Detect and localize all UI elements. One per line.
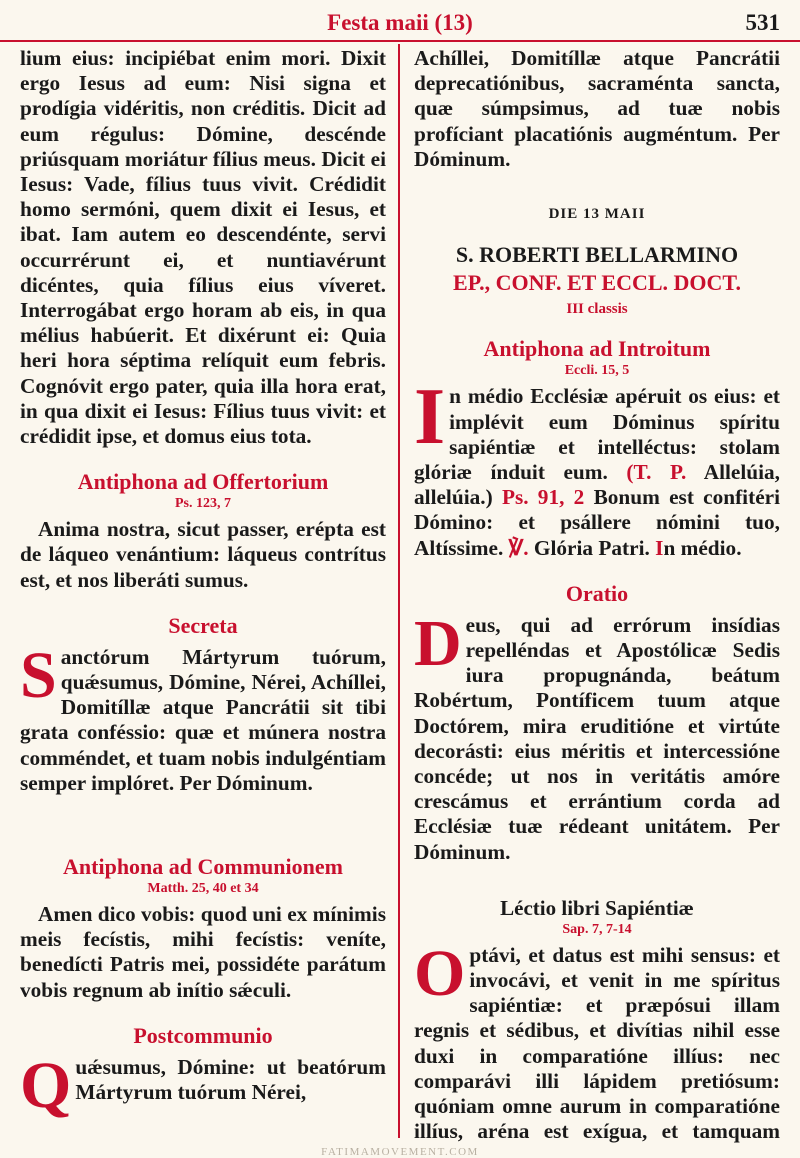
- versicle-icon: ℣.: [508, 535, 529, 560]
- feast-date: DIE 13 MAII: [548, 206, 646, 223]
- introit-antiphon: n médio Ecclésiæ apéruit os eius: et implévit eum Dóminus spíritu sapiéntiæ et intelléctus: stolam glóriæ índuit eum.: [414, 384, 780, 485]
- left-column: [20, 46, 386, 1146]
- communion-reference: Matth. 25, 40 et 34: [147, 881, 259, 897]
- oratio-heading: Oratio: [565, 580, 629, 606]
- drop-cap-i: I: [414, 373, 446, 462]
- postcommunio-body: uǽsumus, Dómine: ut beatórum Mártyrum tuórum Nérei,: [75, 1054, 386, 1105]
- offertory-text: Anima nostra, sicut passer, erépta est de láqueo venántium: láqueus contrítus est, et nos liberáti sumus.: [20, 517, 386, 592]
- drop-cap-o: O: [414, 936, 466, 1010]
- introit-heading: Antiphona ad Introitum: [483, 336, 711, 362]
- lectio-reference: Sap. 7, 7-14: [562, 921, 632, 937]
- lectio-text: [414, 936, 780, 1146]
- repeat-text: n médio.: [663, 535, 742, 560]
- right-column: [414, 46, 780, 1146]
- paschal-time-marker: (T. P.: [626, 460, 687, 485]
- gospel-continuation: lium eius: incipiébat enim mori. Dixit ergo Iesus ad eum: Nisi signa et prodígia vidéritis, non créditis. Dicit ad eum régulus: Dómine, descénde priúsquam moriátur fílius meus. Dicit ei Iesus: Vade, fílius tuus vivit. Crédidit homo sermóni, quem dixit ei Iesus, et ibat. Iam autem eo descendénte, servi occurrérunt ei, et nuntiavérunt dicéntes, quia fílius eius víveret. Interrogábat ergo horam ab eis, in qua mélius habúerit. Et dixérunt ei: Quia heri hora séptima relíquit eum febris. Cognóvit ergo pater, quia illa hora erat, in qua dixit ei Iesus: Fílius tuus vivit: et crédidit ipse, et domus eius tota.: [20, 46, 386, 449]
- secreta-heading: Secreta: [168, 612, 238, 638]
- drop-cap-q: Q: [20, 1048, 72, 1122]
- communion-text: Amen dico vobis: quod uni ex mínimis meis fecístis, mihi fecístis: veníte, benedícti Patris mei, possidéte parátum vobis regnum ab inítio sǽculi.: [20, 902, 386, 1002]
- gloria-patri: Glória Patri.: [533, 535, 650, 560]
- oratio-body: eus, qui ad errórum insídias repelléndas et Apostólicæ Sedis iura propugnánda, beátum Robértum, Pontíficem tuum atque Doctórem, mira eruditióne et virtúte decorásti: eius méritis et intercessióne concéde; ut nos in veritátis amóre crescámus et errántium corda ad Ecclésiæ tuæ rédeant unitátem. Per Dóminum.: [414, 612, 780, 864]
- drop-cap-s: S: [20, 638, 57, 712]
- communion-heading: Antiphona ad Communionem: [63, 854, 343, 880]
- psalm-verse: Bonum est confitéri Dómino: et psállere nómini tuo, Altíssime.: [414, 485, 780, 560]
- column-divider: [398, 44, 400, 1138]
- offertory-reference: Ps. 123, 7: [175, 496, 231, 512]
- saint-title: EP., CONF. ET ECCL. DOCT.: [453, 270, 741, 296]
- repeat-initial: I: [655, 535, 664, 560]
- offertory-heading: Antiphona ad Offertorium: [77, 469, 329, 495]
- psalm-reference: Ps. 91, 2: [501, 485, 585, 510]
- running-title: Festa maii (13): [327, 10, 473, 35]
- watermark: FATIMAMOVEMENT.COM: [321, 1146, 479, 1158]
- lectio-heading: Léctio libri Sapiéntiæ: [500, 895, 694, 920]
- page-header: [0, 0, 800, 42]
- secreta-body: anctórum Mártyrum tuórum, quǽsumus, Dómine, Nérei, Achíllei, Domitíllæ atque Pancrátii sit tibi grata conféssio: quæ et múnera nostra comméndet, et tuam nobis indulgéntiam semper implóret. Per Dóminum.: [20, 644, 386, 795]
- secreta-text: [20, 638, 386, 796]
- alleluia-text: Allelúia, allelúia.): [414, 460, 780, 510]
- drop-cap-d: D: [414, 606, 462, 680]
- oratio-text: [414, 606, 780, 865]
- lectio-body: ptávi, et datus est mihi sensus: et invocávi, et venit in me spíritus sapiéntiæ: et præpósui illam regnis et sédibus, et divítias nihil esse duxi in comparatióne illíus: nec comparávi illi lápidem pretiósum: quóniam omne aurum in comparatióne illíus, aréna est exígua, et tamquam: [414, 942, 780, 1144]
- postcommunio-continuation: Achíllei, Domitíllæ atque Pancrátii deprecatiónibus, sacraménta sancta, quæ súmpsimus, ad tuæ nobis profíciant placatiónis augméntum. Per Dóminum.: [414, 46, 780, 171]
- feast-class: III classis: [566, 301, 628, 318]
- introit-text: [414, 373, 780, 560]
- saint-name: S. ROBERTI BELLARMINO: [455, 242, 739, 268]
- postcommunio-text: [20, 1048, 386, 1122]
- page-number: 531: [745, 10, 780, 35]
- postcommunio-heading: Postcommunio: [133, 1022, 273, 1048]
- introit-reference: Eccli. 15, 5: [564, 363, 630, 379]
